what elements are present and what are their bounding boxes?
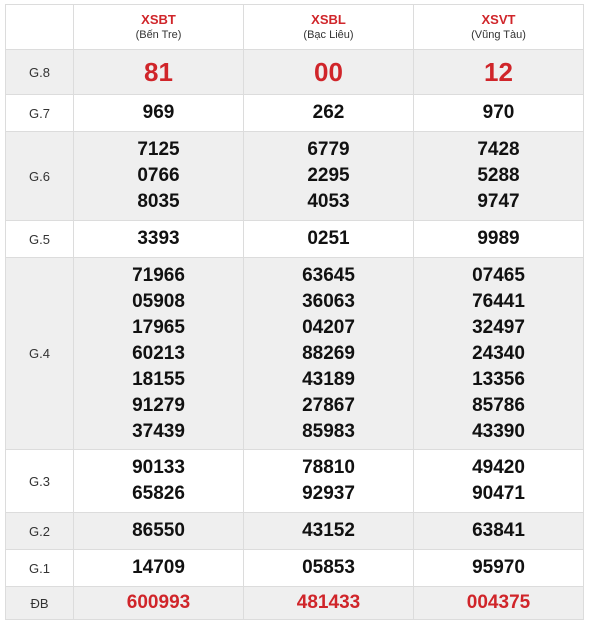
prize-label: G.3 [6,450,74,513]
prize-cell [414,550,584,587]
winning-number: 85786 [472,394,525,416]
winning-number: 36063 [302,290,355,312]
prize-cell [414,95,584,132]
prize-cell [244,221,414,258]
province-code[interactable]: XSBT [141,12,176,27]
prize-cell [414,258,584,450]
prize-cell [414,450,584,513]
winning-number: 88269 [302,342,355,364]
winning-number: 43390 [472,420,525,442]
prize-cell [74,258,244,450]
winning-number: 17965 [132,316,185,338]
winning-number: 76441 [472,290,525,312]
winning-number: 14709 [132,557,185,578]
winning-number: 49420 [472,457,525,478]
prize-row [6,513,584,550]
prize-row [6,132,584,221]
winning-number: 262 [312,102,345,123]
winning-number: 71966 [132,264,185,286]
prize-cell [74,95,244,132]
winning-number: 3393 [137,228,180,249]
winning-number: 12 [484,57,513,87]
province-header-row [6,5,584,50]
winning-number: 37439 [132,420,185,442]
winning-number: 90471 [472,483,525,504]
winning-number: 60213 [132,342,185,364]
winning-number: 04207 [302,316,355,338]
province-header-bl [244,5,414,50]
winning-number: 78810 [302,457,355,478]
prize-cell [244,513,414,550]
prize-cell [244,550,414,587]
province-code[interactable]: XSBL [311,12,346,27]
winning-number: 24340 [472,342,525,364]
winning-number: 91279 [132,394,185,416]
province-name: (Bạc Liêu) [303,29,354,41]
prize-cell [414,587,584,620]
province-name: (Vũng Tàu) [471,29,526,41]
prize-label: G.8 [6,50,74,95]
results-body [6,50,584,620]
winning-number: 5288 [477,165,520,186]
prize-label: ĐB [6,587,74,620]
prize-label: G.2 [6,513,74,550]
prize-label: G.1 [6,550,74,587]
prize-row [6,95,584,132]
winning-number: 32497 [472,316,525,338]
province-name: (Bến Tre) [135,29,182,41]
winning-number: 05908 [132,290,185,312]
winning-number: 00 [314,57,343,87]
winning-number: 7125 [137,139,180,160]
winning-number: 2295 [307,165,350,186]
winning-number: 4053 [307,191,350,212]
prize-cell [244,258,414,450]
winning-number: 970 [482,102,515,123]
winning-number: 27867 [302,394,355,416]
prize-cell [244,450,414,513]
header-empty-cell [6,5,74,50]
winning-number: 65826 [132,483,185,504]
winning-number: 05853 [302,557,355,578]
province-code[interactable]: XSVT [481,12,516,27]
winning-number: 18155 [132,368,185,390]
prize-cell [74,513,244,550]
prize-cell [244,132,414,221]
province-header-vt [414,5,584,50]
prize-label: G.7 [6,95,74,132]
winning-number: 6779 [307,139,350,160]
province-header-bt [74,5,244,50]
winning-number: 07465 [472,264,525,286]
winning-number: 0251 [307,228,350,249]
winning-number: 90133 [132,457,185,478]
prize-cell [244,587,414,620]
prize-cell [414,132,584,221]
winning-number: 969 [142,102,175,123]
winning-number: 63645 [302,264,355,286]
prize-cell [414,50,584,95]
winning-number: 600993 [126,592,191,613]
prize-cell [74,550,244,587]
prize-label: G.5 [6,221,74,258]
prize-cell [414,221,584,258]
winning-number: 43152 [302,520,355,541]
prize-cell [244,95,414,132]
prize-row [6,221,584,258]
winning-number: 86550 [132,520,185,541]
prize-cell [74,221,244,258]
prize-cell [74,587,244,620]
prize-cell [414,513,584,550]
prize-cell [74,50,244,95]
winning-number: 92937 [302,483,355,504]
prize-row [6,258,584,450]
winning-number: 13356 [472,368,525,390]
winning-number: 85983 [302,420,355,442]
prize-row [6,450,584,513]
winning-number: 481433 [296,592,361,613]
prize-row [6,50,584,95]
winning-number: 95970 [472,557,525,578]
prize-cell [74,450,244,513]
winning-number: 81 [144,57,173,87]
prize-row [6,550,584,587]
prize-cell [74,132,244,221]
winning-number: 9747 [477,191,520,212]
winning-number: 43189 [302,368,355,390]
winning-number: 63841 [472,520,525,541]
winning-number: 0766 [137,165,180,186]
winning-number: 7428 [477,139,520,160]
prize-row [6,587,584,620]
prize-cell [244,50,414,95]
winning-number: 9989 [477,228,520,249]
prize-label: G.4 [6,258,74,450]
winning-number: 8035 [137,191,180,212]
lottery-results-table [5,4,584,620]
winning-number: 004375 [466,592,531,613]
prize-label: G.6 [6,132,74,221]
